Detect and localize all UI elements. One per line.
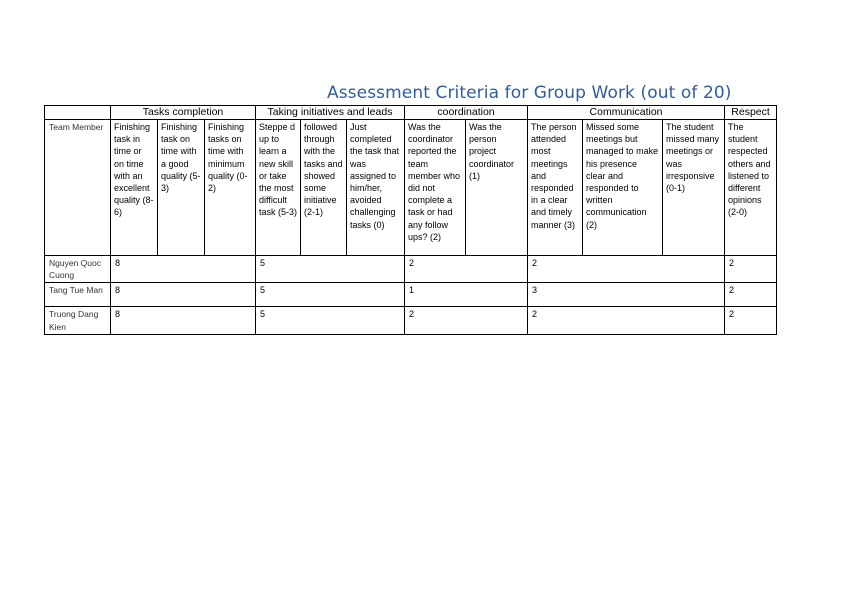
criterion-cell: Finishing task in time or on time with an excellent quality (8-6) [111, 120, 158, 256]
score-coordination: 2 [405, 256, 528, 283]
criterion-cell: The student missed many meetings or was irresponsive (0-1) [663, 120, 725, 256]
table-row [45, 307, 777, 334]
score-communication: 3 [528, 283, 725, 307]
score-communication: 2 [528, 256, 725, 283]
criteria-row [45, 120, 777, 256]
criterion-cell: Was the coordinator reported the team member who did not complete a task or had any follow ups? (2) [405, 120, 466, 256]
score-respect: 2 [725, 256, 777, 283]
score-coordination: 2 [405, 307, 528, 334]
group-communication: Communication [528, 106, 725, 120]
criterion-cell: Finishing task on time with a good quality (5-3) [158, 120, 205, 256]
criterion-cell: The person attended most meetings and responded in a clear and timely manner (3) [528, 120, 583, 256]
score-coordination: 1 [405, 283, 528, 307]
group-taking-initiatives: Taking initiatives and leads [256, 106, 405, 120]
criterion-cell: Just completed the task that was assigned to him/her, avoided challenging tasks (0) [347, 120, 405, 256]
score-tasks: 8 [111, 283, 256, 307]
group-respect: Respect [725, 106, 777, 120]
team-member-header: Team Member [45, 120, 111, 256]
header-blank-cell [45, 106, 111, 120]
criterion-cell: Was the person project coordinator (1) [466, 120, 528, 256]
score-tasks: 8 [111, 256, 256, 283]
member-name: Nguyen Quoc Cuong [45, 256, 111, 283]
member-name: Tang Tue Man [45, 283, 111, 307]
group-coordination: coordination [405, 106, 528, 120]
criterion-cell: Steppe d up to learn a new skill or take the most difficult task (5-3) [256, 120, 301, 256]
score-initiative: 5 [256, 256, 405, 283]
document-title: Assessment Criteria for Group Work (out of 20) [327, 83, 732, 103]
score-communication: 2 [528, 307, 725, 334]
score-respect: 2 [725, 307, 777, 334]
assessment-table [44, 105, 777, 335]
table-row [45, 256, 777, 283]
score-initiative: 5 [256, 283, 405, 307]
criterion-cell: followed through with the tasks and showed some initiative (2-1) [301, 120, 347, 256]
table-row [45, 283, 777, 307]
member-name: Truong Dang Kien [45, 307, 111, 334]
criterion-cell: Finishing tasks on time with minimum quality (0-2) [205, 120, 256, 256]
score-tasks: 8 [111, 307, 256, 334]
group-tasks-completion: Tasks completion [111, 106, 256, 120]
score-respect: 2 [725, 283, 777, 307]
criterion-cell: Missed some meetings but managed to make his presence clear and responded to written communication (2) [583, 120, 663, 256]
criterion-cell: The student respected others and listened to different opinions (2-0) [725, 120, 777, 256]
score-initiative: 5 [256, 307, 405, 334]
group-header-row [45, 106, 777, 120]
